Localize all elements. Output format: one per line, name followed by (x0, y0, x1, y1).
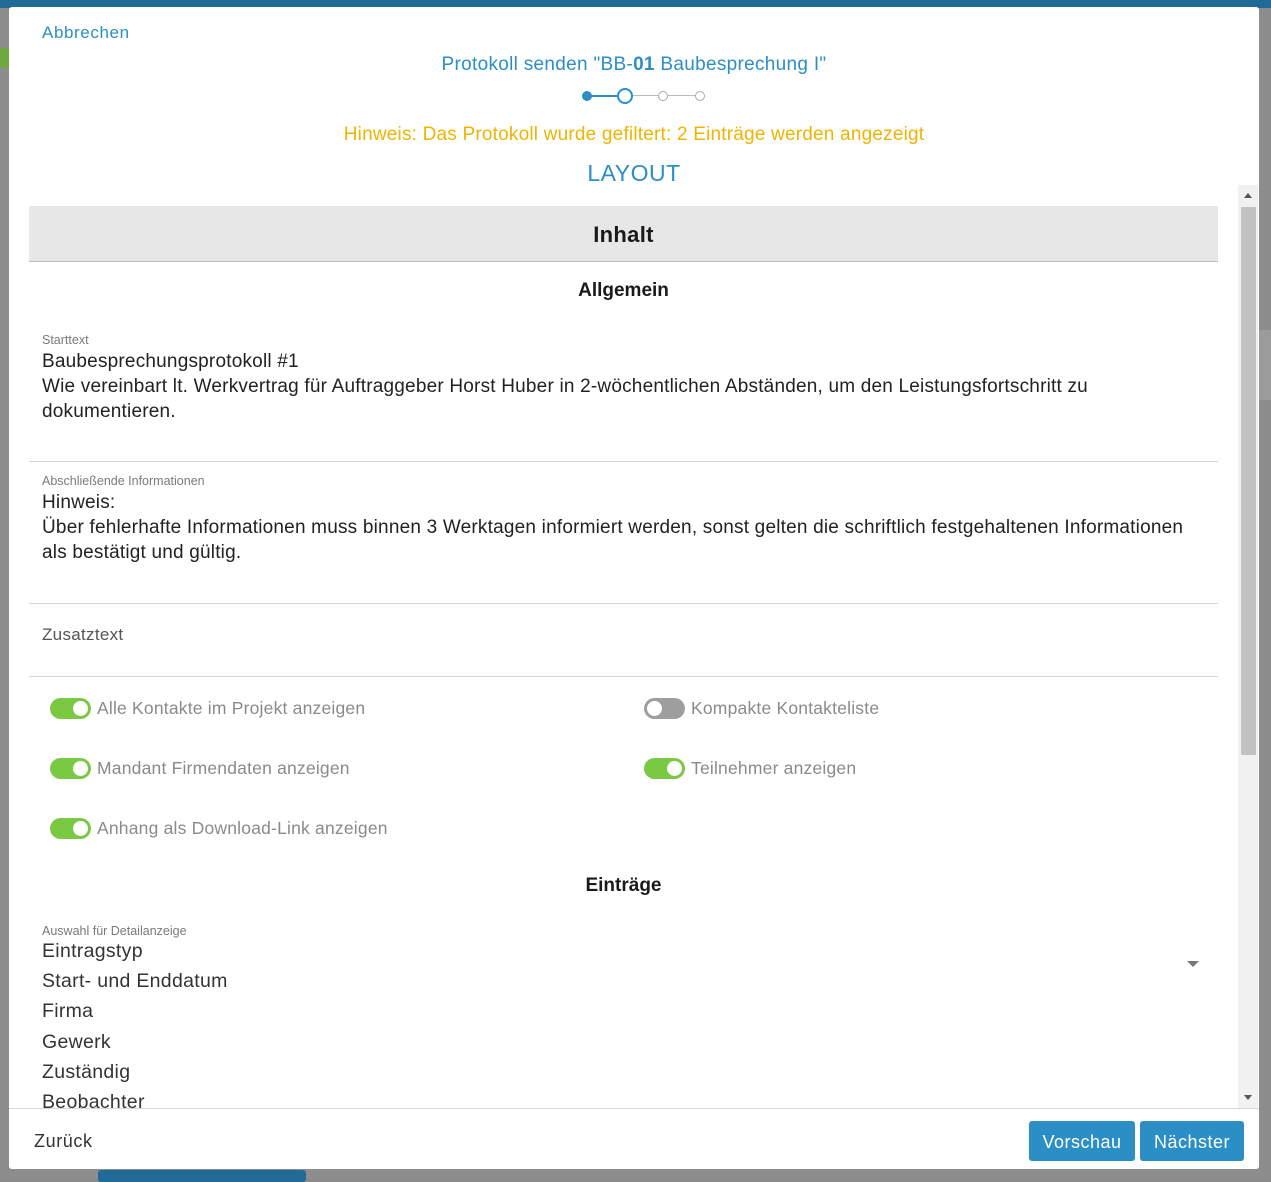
detail-option[interactable]: Beobachter (42, 1091, 145, 1108)
step-dot (658, 91, 668, 101)
step-title: LAYOUT (587, 160, 681, 186)
extra-text-placeholder: Zusatztext (42, 625, 124, 644)
background-indicator (0, 48, 9, 68)
toggle-switch[interactable] (644, 698, 685, 719)
layout-form-scroll-area[interactable] (29, 185, 1239, 1108)
toggle-attachment-download-link[interactable] (50, 816, 610, 842)
toggle-switch[interactable] (50, 698, 91, 719)
step-dot (695, 91, 705, 101)
back-button[interactable]: Zurück (34, 1131, 93, 1151)
extra-text-field[interactable] (29, 604, 1218, 677)
toggle-compact-contact-list[interactable] (644, 696, 1204, 722)
toggle-switch[interactable] (644, 758, 685, 779)
toggle-label: Mandant Firmendaten anzeigen (97, 758, 350, 778)
start-text-field[interactable] (29, 331, 1218, 462)
start-text-label: Starttext (42, 333, 89, 347)
closing-info-field[interactable] (29, 462, 1218, 604)
closing-info-value: Hinweis: Über fehlerhafte Informationen muss binnen 3 Werktagen informiert werden, sonst gelten die schriftlich festgehaltenen Informationen als bestätigt und gültig. (42, 492, 1184, 563)
cancel-link[interactable]: Abbrechen (42, 23, 130, 42)
closing-info-label: Abschließende Informationen (42, 474, 205, 488)
preview-button[interactable]: Vorschau (1029, 1121, 1135, 1161)
send-protocol-dialog (9, 7, 1259, 1169)
detail-option[interactable]: Eintragstyp (42, 940, 143, 962)
toggle-show-all-contacts[interactable] (50, 696, 610, 722)
dialog-footer (9, 1108, 1259, 1169)
toggle-show-participants[interactable] (644, 756, 1204, 782)
detail-select-label: Auswahl für Detailanzeige (42, 924, 187, 938)
next-button[interactable]: Nächster (1140, 1121, 1244, 1161)
scroll-up-icon[interactable] (1244, 193, 1252, 198)
general-heading: Allgemein (578, 280, 669, 301)
toggle-label: Kompakte Kontakteliste (691, 698, 880, 718)
dialog-title-suffix: Baubesprechung I" (654, 54, 827, 75)
chevron-down-icon[interactable] (1187, 961, 1199, 967)
step-dot (582, 91, 592, 101)
entries-heading: Einträge (585, 875, 662, 896)
toggle-show-client-company-data[interactable] (50, 756, 610, 782)
toggle-switch[interactable] (50, 758, 91, 779)
step-dot (617, 88, 633, 104)
dialog-title (9, 54, 1259, 76)
dialog-title-prefix: Protokoll senden "BB- (441, 54, 634, 75)
step-indicator (572, 87, 702, 105)
toggle-label: Anhang als Download-Link anzeigen (97, 818, 388, 838)
content-section-header: Inhalt (29, 206, 1218, 262)
toggle-label: Alle Kontakte im Projekt anzeigen (97, 698, 366, 718)
toggle-switch[interactable] (50, 818, 91, 839)
toggle-label: Teilnehmer anzeigen (691, 758, 857, 778)
start-text-value: Baubesprechungsprotokoll #1 Wie vereinbart lt. Werkvertrag für Auftraggeber Horst Huber in 2-wöchentlichen Abständen, um den Leistungsfortschritt zu dokumentieren. (42, 351, 1088, 422)
background-panel (1259, 330, 1271, 400)
detail-option[interactable]: Zuständig (42, 1061, 131, 1083)
dialog-title-number: 01 (633, 54, 655, 75)
filter-hint: Hinweis: Das Protokoll wurde gefiltert: 2 Einträge werden angezeigt (343, 124, 925, 145)
detail-option[interactable]: Start- und Enddatum (42, 970, 228, 992)
scrollbar-thumb[interactable] (1241, 207, 1256, 755)
detail-option[interactable]: Firma (42, 1000, 94, 1022)
background-button (98, 1170, 306, 1182)
scrollbar[interactable] (1238, 185, 1258, 1108)
scroll-down-icon[interactable] (1244, 1095, 1252, 1100)
detail-option[interactable]: Gewerk (42, 1031, 111, 1053)
